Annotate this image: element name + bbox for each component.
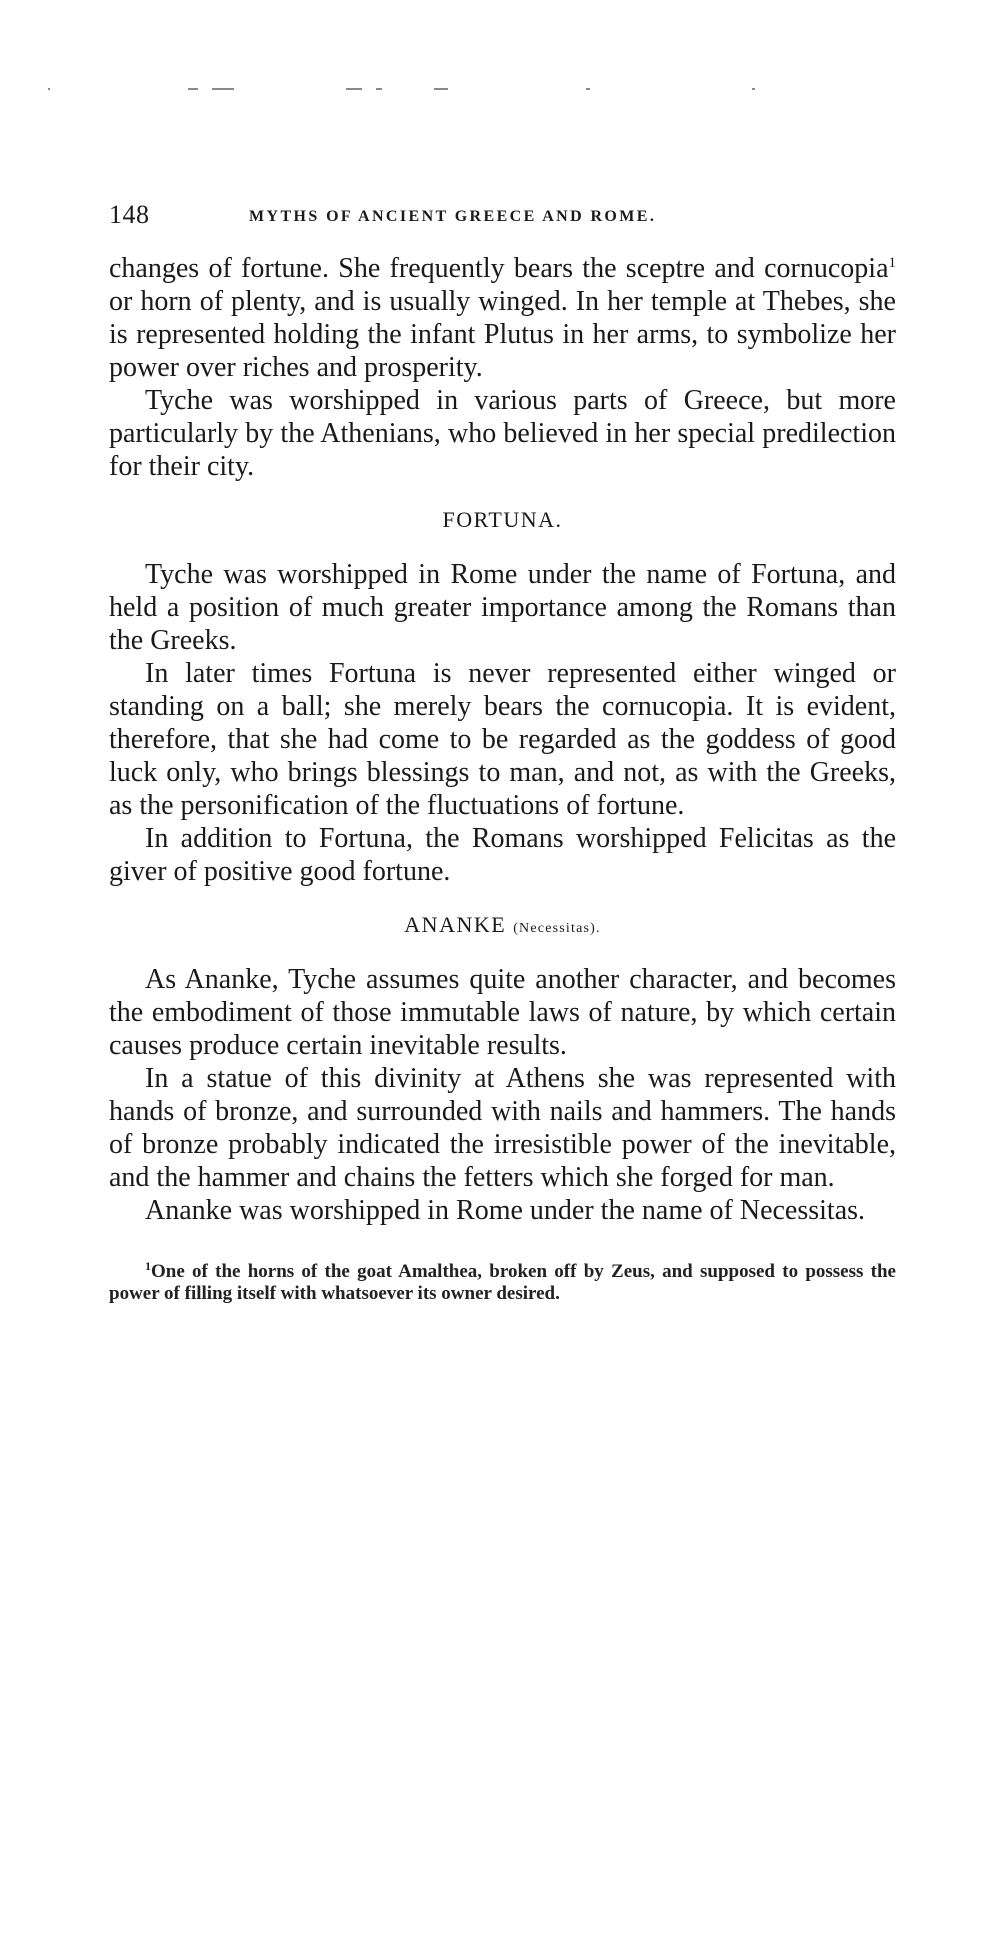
- paragraph-ananke-statue: In a statue of this divinity at Athens she was represented with hands of bronze, and surrounded with nails and hammers. The hands of bronze probably indicated the irresistible power of the inevitable, and the hammer and chains the fetters which she forged for man.: [109, 1063, 896, 1193]
- paragraph-fortuna-later-times: In later times Fortuna is never represented either winged or standing on a ball; she merely bears the cornucopia. It is evident, therefore, that she had come to be regarded as the goddess of good luck only, who brings blessings to man, and not, as with the Greeks, as the personification of the fluctuations of fortune.: [109, 658, 896, 821]
- body-text: [109, 252, 896, 1305]
- paragraph-ananke-character: As Ananke, Tyche assumes quite another character, and becomes the embodiment of those immutable laws of nature, by which certain causes produce certain inevitable results.: [109, 964, 896, 1061]
- ink-speck: [48, 88, 50, 90]
- footnote-reference: 1: [888, 255, 896, 271]
- paragraph-tyche-worship: Tyche was worshipped in various parts of Greece, but more particularly by the Athenians, who believed in her special predilection for their city.: [109, 385, 896, 482]
- paragraph-text: or horn of plenty, and is usually winged. In her temple at Thebes, she is represented holding the infant Plutus in her arms, to symbolize her power over riches and prosperity.: [109, 286, 896, 383]
- ink-speck: [188, 88, 198, 90]
- paragraph-fortune-attributes: [109, 252, 896, 384]
- page-header: [109, 200, 899, 230]
- top-margin-specks: [0, 88, 1000, 98]
- footnote-text: One of the horns of the goat Amalthea, broken off by Zeus, and supposed to possess the power of filling itself with whatsoever its owner desired.: [109, 1261, 896, 1304]
- heading-subtitle: (Necessitas).: [513, 921, 601, 936]
- heading-main: ANANKE: [404, 912, 507, 937]
- footnote: [109, 1261, 896, 1305]
- ink-speck: [346, 88, 362, 90]
- ink-speck: [752, 88, 755, 90]
- page-number: 148: [109, 200, 150, 229]
- section-heading-fortuna: FORTUNA.: [442, 507, 563, 532]
- section-heading-ananke: [109, 912, 896, 938]
- paragraph-necessitas: Ananke was worshipped in Rome under the name of Necessitas.: [145, 1195, 866, 1226]
- paragraph-fortuna-rome: Tyche was worshipped in Rome under the name of Fortuna, and held a position of much greater importance among the Romans than the Greeks.: [109, 559, 896, 656]
- ink-speck: [586, 88, 590, 90]
- footnote-marker: 1: [145, 1259, 151, 1273]
- paragraph-text: changes of fortune. She frequently bears the sceptre and cornucopia: [109, 253, 889, 284]
- ink-speck: [434, 88, 448, 90]
- running-title: MYTHS OF ANCIENT GREECE AND ROME.: [249, 208, 657, 225]
- paragraph-felicitas: In addition to Fortuna, the Romans worshipped Felicitas as the giver of positive good fortune.: [109, 823, 896, 887]
- ink-speck: [212, 88, 234, 90]
- ink-speck: [376, 88, 382, 90]
